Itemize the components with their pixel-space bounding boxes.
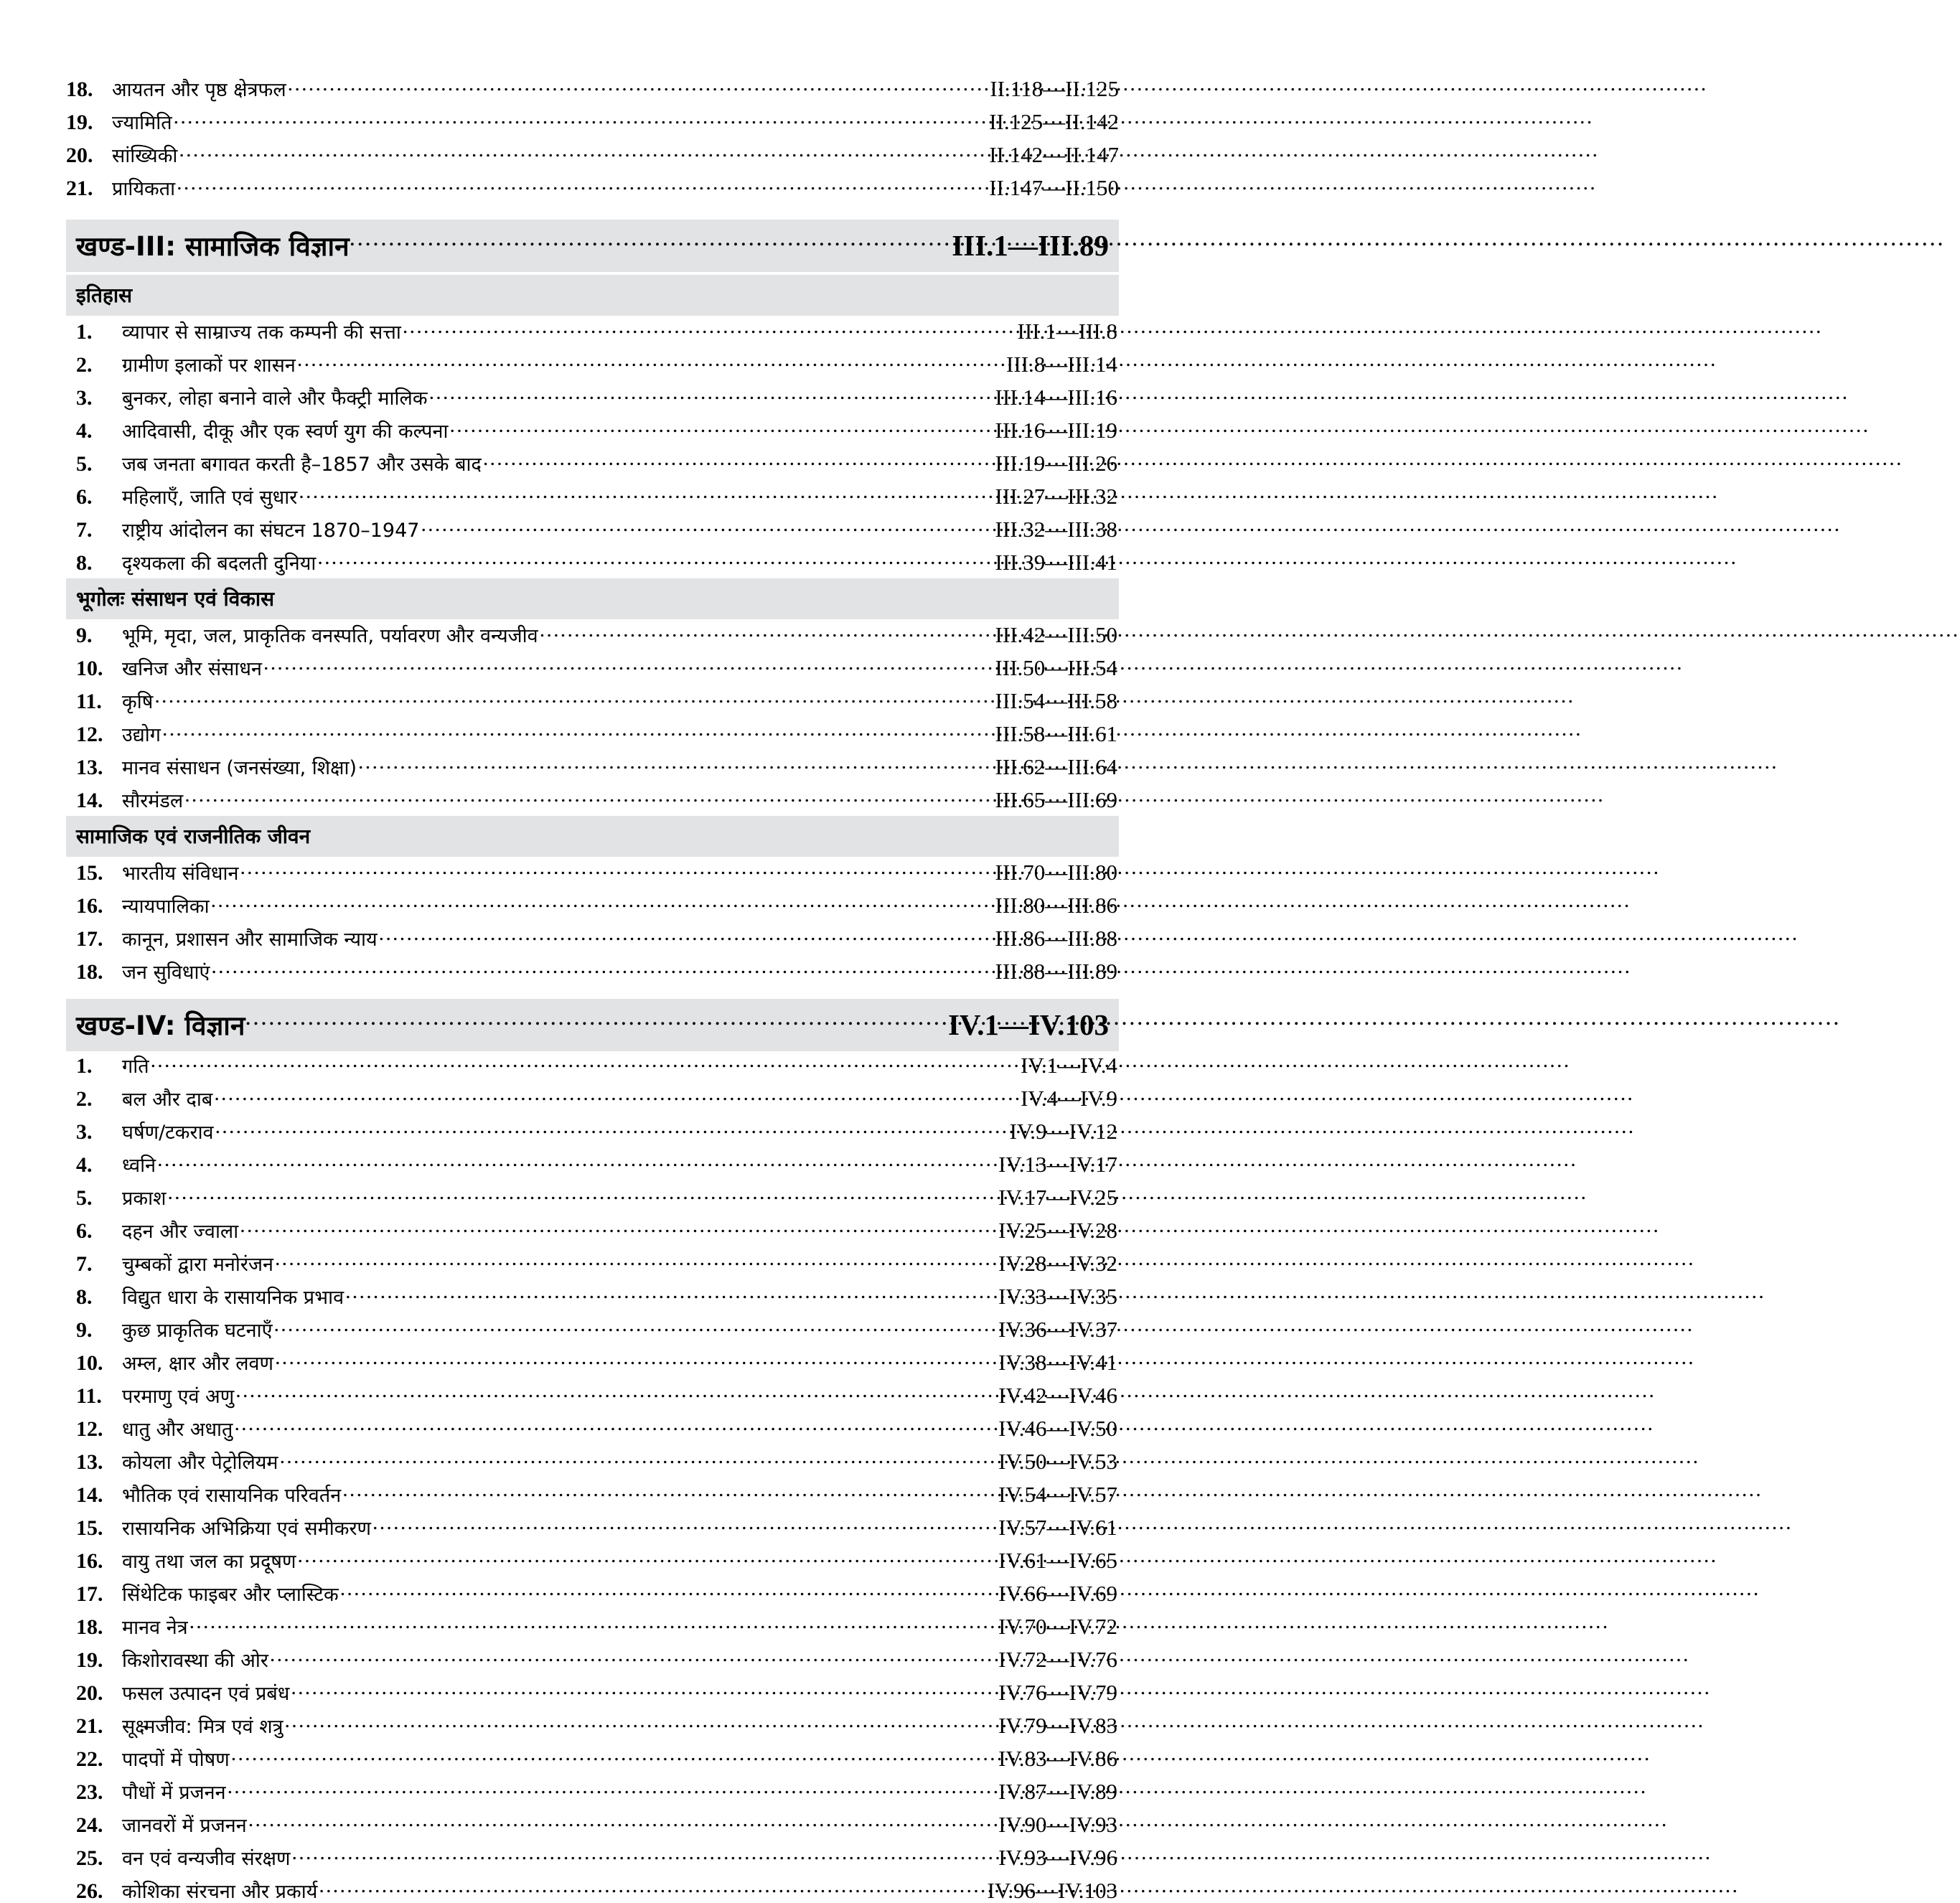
toc-entry-row[interactable] (76, 723, 1117, 746)
leader-dots (288, 85, 988, 96)
leader-dots (317, 558, 992, 570)
toc-entry-pages: III.14—III.16 (995, 385, 1117, 410)
leader-dots (157, 1160, 995, 1172)
toc-entry-title[interactable]: कोयला और पेट्रोलियम (122, 1452, 278, 1474)
toc-entry-pages: III.32—III.38 (995, 517, 1117, 542)
leader-dots (379, 934, 993, 946)
toc-entry-title[interactable]: आदिवासी, दीकू और एक स्वर्ण युग की कल्पना (122, 420, 449, 443)
leader-dots (154, 697, 992, 708)
toc-entry-row[interactable] (66, 177, 1119, 199)
toc-entry-number: 6. (76, 485, 93, 509)
toc-entry-row[interactable] (76, 1516, 1117, 1539)
toc-entry-pages: IV.90—IV.93 (998, 1812, 1117, 1837)
toc-entry-number: 10. (76, 657, 103, 680)
toc-entry-number: 19. (76, 1648, 103, 1672)
part3-body (66, 275, 1119, 983)
toc-entry-number: 11. (76, 1384, 102, 1408)
leader-dots (174, 118, 987, 129)
toc-entry-title[interactable]: जन सुविधाएं (122, 962, 210, 984)
toc-entry-row[interactable] (76, 386, 1117, 409)
toc-entry-row[interactable] (76, 690, 1117, 713)
toc-entry-row[interactable] (76, 353, 1117, 376)
toc-entry-title[interactable]: भूमि, मृदा, जल, प्राकृतिक वनस्पति, पर्यावरण और वन्यजीव (122, 625, 538, 647)
toc-entry-title[interactable]: बुनकर, लोहा बनाने वाले और फैक्ट्री मालिक (122, 387, 428, 410)
toc-entry-pages: III.19—III.26 (995, 451, 1117, 476)
toc-entry-pages: III.8—III.14 (1006, 352, 1117, 377)
toc-entry-number: 15. (76, 861, 103, 885)
toc-entry-title[interactable]: जब जनता बगावत करती है–1857 और उसके बाद (122, 454, 482, 476)
toc-entry-pages: III.65—III.69 (995, 787, 1117, 812)
toc-entry-row[interactable] (76, 1549, 1117, 1572)
toc-entry-number: 7. (76, 1252, 93, 1276)
toc-entry-number: 4. (76, 1153, 93, 1177)
toc-entry-row[interactable] (76, 419, 1117, 442)
toc-entry-title[interactable]: मानव संसाधन (जनसंख्या, शिक्षा) (122, 757, 357, 779)
toc-entry-row[interactable] (76, 861, 1117, 884)
toc-entry-number: 2. (76, 1087, 93, 1111)
leader-dots (214, 1094, 1018, 1106)
toc-entry-number: 26. (76, 1879, 103, 1903)
toc-entry-title[interactable]: गति (122, 1056, 149, 1078)
toc-entry-title[interactable]: धातु और अधातु (122, 1419, 233, 1441)
toc-entry-number: 18. (76, 1615, 103, 1639)
toc-entry-title[interactable]: पौधों में प्रजनन (122, 1782, 226, 1804)
toc-entry-number: 10. (76, 1351, 103, 1375)
toc-entry-pages: IV.13—IV.17 (998, 1152, 1117, 1177)
subject-band: सामाजिक एवं राजनीतिक जीवन (66, 816, 1119, 857)
toc-entry-row[interactable] (76, 1747, 1117, 1770)
toc-entry-title[interactable]: भौतिक एवं रासायनिक परिवर्तन (122, 1485, 342, 1507)
toc-entry-number: 7. (76, 518, 93, 542)
leader-dots (319, 1886, 984, 1898)
toc-entry-row[interactable] (76, 1351, 1117, 1374)
toc-entry-pages: III.27—III.32 (995, 484, 1117, 509)
toc-entry-number: 23. (76, 1780, 103, 1804)
toc-entry-pages: II.142—II.147 (989, 142, 1119, 167)
toc-entry-number: 21. (66, 177, 93, 200)
toc-entry-number: 12. (76, 1417, 103, 1441)
toc-entry-pages: III.39—III.41 (995, 550, 1117, 575)
toc-entry-pages: IV.25—IV.28 (998, 1218, 1117, 1243)
toc-entry-row[interactable] (76, 1648, 1117, 1671)
toc-entry-row[interactable] (76, 452, 1117, 475)
toc-entry-title[interactable]: सौरमंडल (122, 790, 184, 812)
toc-entry-row[interactable] (76, 1054, 1117, 1077)
toc-entry-number: 18. (76, 960, 103, 984)
toc-entry-row[interactable] (76, 624, 1117, 647)
leader-dots (248, 1820, 995, 1832)
toc-entry-number: 14. (76, 1483, 103, 1507)
toc-entry-row[interactable] (76, 551, 1117, 574)
toc-entry-pages: IV.36—IV.37 (998, 1317, 1117, 1342)
toc-entry-pages: IV.54—IV.57 (998, 1482, 1117, 1507)
toc-entry-row[interactable] (76, 960, 1117, 983)
toc-entry-number: 18. (66, 77, 93, 101)
toc-entry-number: 13. (76, 756, 103, 779)
section-header-part3 (66, 220, 1119, 272)
toc-entry-row[interactable] (76, 1087, 1117, 1110)
leader-dots (429, 393, 993, 405)
toc-entry-number: 25. (76, 1846, 103, 1870)
toc-entry-row[interactable] (76, 1483, 1117, 1506)
toc-entry-pages: III.1—III.8 (1017, 319, 1117, 344)
toc-entry-number: 12. (76, 723, 103, 746)
toc-entry-title[interactable]: रासायनिक अभिक्रिया एवं समीकरण (122, 1518, 372, 1540)
toc-entry-row[interactable] (76, 518, 1117, 541)
toc-entry-title[interactable]: पादपों में पोषण (122, 1749, 230, 1771)
leader-dots (291, 1688, 995, 1700)
leader-dots (270, 1655, 995, 1667)
toc-entry-title[interactable]: न्यायपालिका (122, 896, 210, 918)
toc-entry-title[interactable]: कोशिका संरचना और प्रकार्य (122, 1881, 318, 1903)
leader-dots (211, 901, 993, 913)
toc-entry-number: 17. (76, 927, 103, 951)
toc-entry-number: 9. (76, 1318, 93, 1342)
toc-entry-row[interactable] (76, 1318, 1117, 1341)
leader-dots (285, 1721, 996, 1733)
toc-entry-title[interactable]: कानून, प्रशासन और सामाजिक न्याय (122, 929, 378, 951)
leader-dots (235, 1391, 995, 1403)
leader-dots (350, 244, 948, 255)
toc-entry-number: 9. (76, 624, 93, 647)
toc-entry-title[interactable]: उद्योग (122, 724, 161, 746)
toc-entry-number: 5. (76, 1186, 93, 1210)
leader-dots (297, 360, 1003, 372)
toc-entry-title[interactable]: ग्रामीण इलाकों पर शासन (122, 354, 296, 377)
toc-entry-row[interactable] (76, 1615, 1117, 1638)
toc-entry-pages: III.54—III.58 (995, 688, 1117, 713)
toc-entry-row[interactable] (76, 927, 1117, 950)
leader-dots (299, 492, 992, 504)
toc-entry-title[interactable]: कृषि (122, 691, 154, 713)
leader-dots (179, 151, 986, 162)
section-title-part3: खण्ड-III: सामाजिक विज्ञान (76, 231, 350, 262)
toc-entry-pages: IV.28—IV.32 (998, 1251, 1117, 1276)
toc-entry-row[interactable] (76, 1120, 1117, 1143)
toc-entry-row[interactable] (76, 1153, 1117, 1176)
section-title-part4: खण्ड-IV: विज्ञान (76, 1010, 245, 1041)
toc-entry-title[interactable]: भारतीय संविधान (122, 863, 239, 885)
toc-entry-title[interactable]: आयतन और पृष्ठ क्षेत्रफल (112, 79, 286, 101)
leader-dots (215, 1127, 1007, 1139)
subject-entries (66, 861, 1119, 983)
toc-entry-pages: IV.66—IV.69 (998, 1581, 1117, 1606)
toc-entry-title[interactable]: ध्वनि (122, 1155, 156, 1177)
toc-entry-number: 5. (76, 452, 93, 476)
subject-entries (66, 624, 1119, 812)
toc-entry-pages: IV.33—IV.35 (998, 1284, 1117, 1309)
toc-entry-title[interactable]: प्रकाश (122, 1188, 167, 1210)
toc-entry-number: 24. (76, 1813, 103, 1837)
toc-entry-title[interactable]: सूक्ष्मजीव: मित्र एवं शत्रु (122, 1716, 283, 1738)
toc-entry-number: 1. (76, 1054, 93, 1078)
toc-entry-pages: IV.61—IV.65 (998, 1548, 1117, 1573)
toc-entry-pages: II.125—II.142 (989, 109, 1119, 134)
toc-entry-title[interactable]: खनिज और संसाधन (122, 658, 263, 680)
toc-entry-pages: IV.76—IV.79 (998, 1680, 1117, 1705)
toc-entry-number: 15. (76, 1516, 103, 1540)
toc-entry-number: 19. (66, 111, 93, 134)
toc-entry-title[interactable]: वन एवं वन्यजीव संरक्षण (122, 1848, 291, 1870)
leader-dots (263, 664, 993, 675)
toc-entry-pages: III.70—III.80 (995, 860, 1117, 885)
toc-entry-number: 17. (76, 1582, 103, 1606)
toc-entry-number: 13. (76, 1450, 103, 1474)
toc-entry-number: 21. (76, 1714, 103, 1738)
leader-dots (184, 796, 992, 807)
toc-entry-pages: II.118—II.125 (990, 76, 1119, 101)
toc-entry-number: 1. (76, 320, 93, 344)
toc-entry-row[interactable] (66, 77, 1119, 100)
toc-entry-number: 3. (76, 386, 93, 410)
section-pages-part4: IV.1—IV.103 (947, 1008, 1109, 1041)
leader-dots (275, 1358, 995, 1370)
toc-entry-number: 8. (76, 551, 93, 575)
leader-dots (483, 459, 993, 471)
toc-entry-pages: IV.96—IV.103 (987, 1878, 1117, 1903)
toc-entry-pages: III.16—III.19 (995, 418, 1117, 443)
leader-dots (342, 1490, 995, 1502)
toc-entry-pages: IV.93—IV.96 (998, 1845, 1117, 1870)
toc-entry-title[interactable]: अम्ल, क्षार और लवण (122, 1353, 274, 1375)
toc-entry-pages: IV.72—IV.76 (998, 1647, 1117, 1672)
toc-entry-number: 22. (76, 1747, 103, 1771)
leader-dots (234, 1424, 995, 1436)
toc-entry-row[interactable] (76, 1813, 1117, 1836)
toc-entry-pages: III.62—III.64 (995, 754, 1117, 779)
toc-entry-pages: IV.57—IV.61 (998, 1515, 1117, 1540)
toc-entry-pages: IV.4—IV.9 (1021, 1086, 1117, 1111)
toc-entry-pages: IV.83—IV.86 (998, 1746, 1117, 1771)
toc-entry-pages: IV.9—IV.12 (1009, 1119, 1117, 1144)
toc-entry-number: 11. (76, 690, 102, 713)
toc-entry-row[interactable] (76, 485, 1117, 508)
leader-dots (162, 730, 993, 741)
leader-dots (358, 763, 993, 774)
toc-entry-pages: IV.70—IV.72 (998, 1614, 1117, 1639)
leader-dots (421, 525, 992, 537)
toc-entry-number: 4. (76, 419, 93, 443)
leader-dots (403, 327, 1015, 339)
toc-entry-title[interactable]: जानवरों में प्रजनन (122, 1815, 247, 1837)
leader-dots (340, 1589, 995, 1601)
toc-entry-row[interactable] (76, 1219, 1117, 1242)
toc-entry-number: 16. (76, 894, 103, 918)
toc-entry-row[interactable] (76, 1714, 1117, 1737)
subject-band: भूगोलः संसाधन एवं विकास (66, 578, 1119, 619)
toc-entry-row[interactable] (76, 1450, 1117, 1473)
leader-dots (240, 1226, 995, 1238)
toc-entry-title[interactable]: व्यापार से साम्राज्य तक कम्पनी की सत्ता (122, 321, 401, 344)
toc-entry-title[interactable]: कुछ प्राकृतिक घटनाएँ (122, 1320, 273, 1342)
leader-dots (345, 1292, 995, 1304)
toc-entry-pages: III.88—III.89 (995, 959, 1117, 984)
leader-dots (177, 184, 986, 195)
section-header-part4 (66, 999, 1119, 1051)
toc-entry-row[interactable] (76, 657, 1117, 680)
part4-entries (66, 1054, 1119, 1902)
leader-dots (274, 1325, 996, 1337)
leader-dots (231, 1754, 995, 1766)
subject-band: इतिहास (66, 275, 1119, 316)
toc-entry-number: 20. (76, 1681, 103, 1705)
leader-dots (298, 1556, 996, 1568)
toc-entry-pages: IV.1—IV.4 (1021, 1053, 1117, 1078)
toc-entry-number: 6. (76, 1219, 93, 1243)
leader-dots (167, 1193, 995, 1205)
toc-entry-title[interactable]: महिलाएँ, जाति एवं सुधार (122, 487, 298, 509)
toc-entry-row[interactable] (76, 756, 1117, 779)
toc-entry-pages: III.80—III.86 (995, 893, 1117, 918)
toc-entry-number: 3. (76, 1120, 93, 1144)
leader-dots (275, 1259, 995, 1271)
toc-entry-row[interactable] (76, 1879, 1117, 1902)
leader-dots (228, 1787, 995, 1799)
toc-entry-pages: IV.46—IV.50 (998, 1416, 1117, 1441)
toc-entry-row[interactable] (76, 1384, 1117, 1407)
toc-entry-pages: IV.38—IV.41 (998, 1350, 1117, 1375)
toc-entry-title[interactable]: चुम्बकों द्वारा मनोरंजन (122, 1254, 273, 1276)
toc-entry-title[interactable]: राष्ट्रीय आंदोलन का संघटन 1870–1947 (122, 520, 420, 542)
toc-entry-title[interactable]: सिंथेटिक फाइबर और प्लास्टिक (122, 1584, 339, 1606)
toc-entry-row[interactable] (66, 144, 1119, 166)
toc-entry-row[interactable] (76, 1846, 1117, 1869)
toc-entry-pages: III.86—III.88 (995, 926, 1117, 951)
leader-dots (450, 426, 993, 438)
toc-entry-number: 20. (66, 144, 93, 167)
toc-entry-number: 14. (76, 789, 103, 812)
toc-entry-pages: II.147—II.150 (989, 175, 1119, 200)
toc-entry-title[interactable]: फसल उत्पादन एवं प्रबंध (122, 1683, 290, 1705)
toc-entry-title[interactable]: विद्युत धारा के रासायनिक प्रभाव (122, 1287, 344, 1309)
toc-entry-title[interactable]: दहन और ज्वाला (122, 1221, 239, 1243)
leader-dots (372, 1523, 995, 1535)
toc-entry-title[interactable]: किशोरावस्था की ओर (122, 1650, 268, 1672)
toc-entry-title[interactable]: प्रायिकता (112, 178, 176, 200)
leader-dots (151, 1061, 1018, 1073)
toc-entry-row[interactable] (76, 1186, 1117, 1209)
toc-entry-pages: IV.87—IV.89 (998, 1779, 1117, 1804)
leader-dots (189, 1622, 995, 1634)
toc-entry-number: 8. (76, 1285, 93, 1309)
toc-entry-title[interactable]: परमाणु एवं अणु (122, 1386, 235, 1408)
toc-entry-pages: IV.50—IV.53 (998, 1449, 1117, 1474)
toc-entry-pages: IV.17—IV.25 (998, 1185, 1117, 1210)
toc-entry-pages: IV.42—IV.46 (998, 1383, 1117, 1408)
section-pages-part3: III.1—III.89 (952, 229, 1109, 262)
toc-entry-row[interactable] (76, 1252, 1117, 1275)
toc-entry-row[interactable] (76, 789, 1117, 812)
toc-entry-title[interactable]: दृश्यकला की बदलती दुनिया (122, 553, 316, 575)
leader-dots (280, 1457, 996, 1469)
toc-entry-pages: IV.79—IV.83 (998, 1713, 1117, 1738)
toc-entry-title[interactable]: वायु तथा जल का प्रदूषण (122, 1551, 296, 1573)
toc-entry-row[interactable] (76, 1582, 1117, 1605)
part2-tail-entries (66, 77, 1119, 199)
toc-entry-title[interactable]: बल और दाब (122, 1089, 213, 1111)
toc-entry-title[interactable]: सांख्यिकी (112, 145, 178, 167)
toc-entry-row[interactable] (76, 894, 1117, 917)
leader-dots (240, 868, 992, 880)
toc-entry-row[interactable] (76, 1780, 1117, 1803)
subject-entries (66, 320, 1119, 574)
toc-entry-pages: III.42—III.50 (995, 622, 1117, 647)
leader-dots (211, 967, 992, 979)
toc-entry-number: 2. (76, 353, 93, 377)
toc-entry-row[interactable] (76, 320, 1117, 343)
leader-dots (292, 1853, 996, 1865)
leader-dots (540, 631, 993, 642)
toc-entry-row[interactable] (76, 1681, 1117, 1704)
toc-entry-title[interactable]: घर्षण/टकराव (122, 1122, 214, 1144)
toc-entry-row[interactable] (66, 111, 1119, 133)
toc-entry-title[interactable]: मानव नेत्र (122, 1617, 188, 1639)
toc-entry-row[interactable] (76, 1417, 1117, 1440)
toc-entry-row[interactable] (76, 1285, 1117, 1308)
toc-entry-pages: III.50—III.54 (995, 655, 1117, 680)
toc-entry-title[interactable]: ज्यामिति (112, 112, 172, 134)
toc-entry-number: 16. (76, 1549, 103, 1573)
leader-dots (245, 1023, 944, 1035)
toc-entry-pages: III.58—III.61 (995, 721, 1117, 746)
